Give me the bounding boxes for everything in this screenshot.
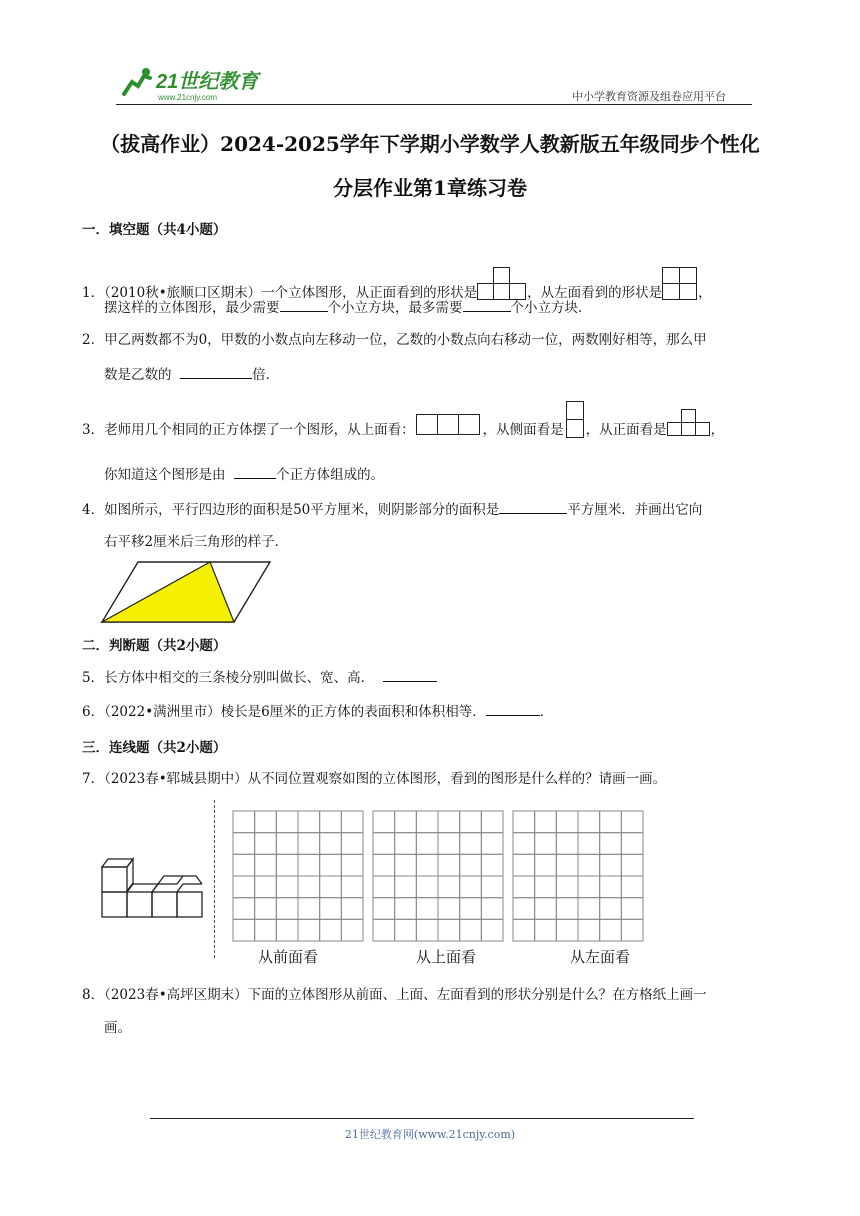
q7-caption-left: 从左面看 xyxy=(570,948,631,966)
question-2-line1: 2．甲乙两数都不为0，甲数的小数点向左移动一位，乙数的小数点向右移动一位，两数刚好相等，那么甲 xyxy=(82,332,707,348)
grid-cell[interactable] xyxy=(535,833,557,855)
grid-cell[interactable] xyxy=(233,876,255,898)
grid-cell[interactable] xyxy=(621,811,643,833)
grid-cell[interactable] xyxy=(460,854,482,876)
question-6 xyxy=(82,701,553,721)
grid-cell[interactable] xyxy=(320,876,342,898)
grid-cell[interactable] xyxy=(513,919,535,941)
grid-cell[interactable] xyxy=(255,876,277,898)
section-heading-match: 三．连线题（共2小题） xyxy=(82,740,227,756)
grid-cell[interactable] xyxy=(621,898,643,920)
grid-cell[interactable] xyxy=(233,833,255,855)
q7-dashed-divider xyxy=(214,800,215,958)
grid-cell[interactable] xyxy=(578,876,600,898)
grid-cell[interactable] xyxy=(513,854,535,876)
grid-cell[interactable] xyxy=(395,811,417,833)
grid-cell[interactable] xyxy=(276,898,298,920)
grid-cell[interactable] xyxy=(276,876,298,898)
grid-cell[interactable] xyxy=(416,811,438,833)
q2-answer-blank[interactable] xyxy=(180,364,252,379)
grid-cell[interactable] xyxy=(341,811,363,833)
grid-cell[interactable] xyxy=(535,919,557,941)
grid-cell[interactable] xyxy=(320,854,342,876)
q5-text: 5．长方体中相交的三条棱分别叫做长、宽、高． xyxy=(82,670,375,686)
footer-text: 21世纪教育网(www.21cnjy.com) xyxy=(344,1128,516,1141)
question-8-line2: 画。 xyxy=(104,1020,131,1036)
grid-cell[interactable] xyxy=(395,876,417,898)
q3-top-view-figure xyxy=(415,412,483,438)
grid-cell[interactable] xyxy=(320,811,342,833)
q6-text-end: ． xyxy=(539,704,554,720)
grid-cell[interactable] xyxy=(416,833,438,855)
grid-cell[interactable] xyxy=(395,854,417,876)
grid-cell[interactable] xyxy=(416,898,438,920)
logo-runner-icon xyxy=(116,64,266,104)
grid-cell[interactable] xyxy=(460,811,482,833)
question-3-line1 xyxy=(82,400,724,440)
section-heading-judge: 二．判断题（共2小题） xyxy=(82,638,227,654)
grid-cell[interactable] xyxy=(513,811,535,833)
grid-cell[interactable] xyxy=(373,919,395,941)
q1-answer-blank-max[interactable] xyxy=(463,297,511,312)
question-1-line2 xyxy=(104,297,592,317)
grid-cell[interactable] xyxy=(438,833,460,855)
grid-cell[interactable] xyxy=(341,833,363,855)
section-heading-fill: 一．填空题（共4小题） xyxy=(82,222,227,238)
q7-caption-front: 从前面看 xyxy=(258,948,319,966)
grid-cell[interactable] xyxy=(416,854,438,876)
q3-text-b: ，从侧面看是 xyxy=(482,422,564,438)
grid-cell[interactable] xyxy=(255,919,277,941)
grid-cell[interactable] xyxy=(513,876,535,898)
q2-text-c: 倍． xyxy=(252,367,280,383)
header-divider xyxy=(116,104,752,105)
grid-cell[interactable] xyxy=(233,811,255,833)
grid-cell[interactable] xyxy=(395,833,417,855)
grid-cell[interactable] xyxy=(578,811,600,833)
grid-cell[interactable] xyxy=(438,876,460,898)
grid-cell[interactable] xyxy=(438,811,460,833)
q3-answer-blank[interactable] xyxy=(234,464,276,479)
q6-answer-blank[interactable] xyxy=(486,701,540,716)
grid-cell[interactable] xyxy=(233,898,255,920)
grid-cell[interactable] xyxy=(255,811,277,833)
logo xyxy=(116,64,266,104)
grid-cell[interactable] xyxy=(578,833,600,855)
q1-front-view-figure xyxy=(477,265,527,301)
grid-cell[interactable] xyxy=(513,898,535,920)
grid-cell[interactable] xyxy=(276,833,298,855)
grid-cell[interactable] xyxy=(298,854,320,876)
grid-cell[interactable] xyxy=(320,898,342,920)
grid-cell[interactable] xyxy=(298,833,320,855)
grid-cell[interactable] xyxy=(481,919,503,941)
grid-cell[interactable] xyxy=(320,833,342,855)
q1-text-c: ， xyxy=(698,285,712,301)
grid-cell[interactable] xyxy=(556,898,578,920)
grid-cell[interactable] xyxy=(416,919,438,941)
q1-answer-blank-min[interactable] xyxy=(280,297,328,312)
q3-text-e: 你知道这个图形是由 xyxy=(104,467,226,483)
grid-cell[interactable] xyxy=(556,876,578,898)
q3-text-f: 个正方体组成的。 xyxy=(276,467,385,483)
q1-left-view-figure xyxy=(662,265,698,301)
grid-cell[interactable] xyxy=(535,876,557,898)
grid-cell[interactable] xyxy=(481,854,503,876)
grid-cell[interactable] xyxy=(481,833,503,855)
grid-cell[interactable] xyxy=(438,854,460,876)
grid-cell[interactable] xyxy=(513,833,535,855)
grid-cell[interactable] xyxy=(578,919,600,941)
q3-front-view-figure xyxy=(667,408,711,438)
grid-cell[interactable] xyxy=(255,898,277,920)
grid-cell[interactable] xyxy=(233,919,255,941)
grid-cell[interactable] xyxy=(600,811,622,833)
grid-cell[interactable] xyxy=(298,811,320,833)
q4-shaded-triangle xyxy=(102,562,234,622)
grid-cell[interactable] xyxy=(535,898,557,920)
q7-grid-top[interactable] xyxy=(372,810,504,942)
grid-cell[interactable] xyxy=(276,811,298,833)
grid-cell[interactable] xyxy=(373,854,395,876)
grid-cell[interactable] xyxy=(556,833,578,855)
grid-cell[interactable] xyxy=(621,854,643,876)
q7-solid-figure xyxy=(100,855,204,919)
grid-cell[interactable] xyxy=(255,833,277,855)
q1-text-a: 1．（2010秋•旅顺口区期末）一个立体图形，从正面看到的形状是 xyxy=(82,285,478,301)
grid-cell[interactable] xyxy=(621,833,643,855)
footer-divider xyxy=(150,1118,694,1119)
grid-cell[interactable] xyxy=(600,876,622,898)
q2-text-b: 数是乙数的 xyxy=(104,367,172,383)
q4-text-a: 4．如图所示，平行四边形的面积是50平方厘米，则阴影部分的面积是 xyxy=(82,502,500,518)
grid-cell[interactable] xyxy=(395,898,417,920)
grid-cell[interactable] xyxy=(395,919,417,941)
q4-parallelogram-figure xyxy=(100,560,272,626)
grid-cell[interactable] xyxy=(373,811,395,833)
q1-text-b: ，从左面看到的形状是 xyxy=(527,285,663,301)
grid-cell[interactable] xyxy=(341,898,363,920)
grid-cell[interactable] xyxy=(460,919,482,941)
grid-cell[interactable] xyxy=(320,919,342,941)
grid-cell[interactable] xyxy=(578,898,600,920)
question-8-line1: 8．（2023春•高坪区期末）下面的立体图形从前面、上面、左面看到的形状分别是什么？在方格纸上画一 xyxy=(82,987,707,1003)
question-3-line2 xyxy=(104,464,384,484)
q3-text-d: ， xyxy=(710,422,725,438)
q7-caption-top: 从上面看 xyxy=(416,948,477,966)
grid-cell[interactable] xyxy=(600,854,622,876)
q3-text-c: ，从正面看是 xyxy=(585,422,667,438)
grid-cell[interactable] xyxy=(276,854,298,876)
grid-cell[interactable] xyxy=(373,898,395,920)
q3-text-a: 3．老师用几个相同的正方体摆了一个图形，从上面看： xyxy=(82,422,415,438)
question-4-line2: 右平移2厘米后三角形的样子． xyxy=(104,534,289,550)
question-2-line2 xyxy=(104,364,279,384)
grid-cell[interactable] xyxy=(621,919,643,941)
grid-cell[interactable] xyxy=(535,854,557,876)
grid-cell[interactable] xyxy=(298,876,320,898)
grid-cell[interactable] xyxy=(373,833,395,855)
grid-cell[interactable] xyxy=(341,919,363,941)
q1-text-d: 摆这样的立体图形，最少需要 xyxy=(104,300,280,316)
grid-cell[interactable] xyxy=(556,919,578,941)
q6-text: 6．（2022•满洲里市）棱长是6厘米的正方体的表面积和体积相等． xyxy=(82,704,486,720)
grid-cell[interactable] xyxy=(341,876,363,898)
question-4-line1 xyxy=(82,499,702,519)
grid-cell[interactable] xyxy=(438,898,460,920)
grid-cell[interactable] xyxy=(341,854,363,876)
page-title-line2: 分层作业第1章练习卷 xyxy=(333,176,527,200)
grid-cell[interactable] xyxy=(298,919,320,941)
q1-text-f: 个小立方块． xyxy=(510,300,592,316)
q5-answer-blank[interactable] xyxy=(383,667,437,682)
logo-url: www.21cnjy.com xyxy=(158,93,217,102)
q4-answer-blank[interactable] xyxy=(499,499,567,514)
question-5 xyxy=(82,667,437,687)
grid-cell[interactable] xyxy=(373,876,395,898)
grid-cell[interactable] xyxy=(578,854,600,876)
grid-cell[interactable] xyxy=(460,876,482,898)
grid-cell[interactable] xyxy=(416,876,438,898)
grid-cell[interactable] xyxy=(481,898,503,920)
grid-cell[interactable] xyxy=(621,876,643,898)
q3-side-view-figure xyxy=(564,400,586,440)
grid-cell[interactable] xyxy=(460,898,482,920)
grid-cell[interactable] xyxy=(255,854,277,876)
question-7: 7．（2023春•郓城县期中）从不同位置观察如图的立体图形，看到的图形是什么样的？请画一画。 xyxy=(82,771,667,787)
grid-cell[interactable] xyxy=(481,811,503,833)
grid-cell[interactable] xyxy=(535,811,557,833)
grid-cell[interactable] xyxy=(276,919,298,941)
grid-cell[interactable] xyxy=(233,854,255,876)
grid-cell[interactable] xyxy=(460,833,482,855)
grid-cell[interactable] xyxy=(298,898,320,920)
q7-grid-front[interactable] xyxy=(232,810,364,942)
q4-text-b: 平方厘米．并画出它向 xyxy=(567,502,703,518)
grid-cell[interactable] xyxy=(600,919,622,941)
q1-text-e: 个小立方块，最多需要 xyxy=(327,300,463,316)
grid-cell[interactable] xyxy=(600,898,622,920)
grid-cell[interactable] xyxy=(556,811,578,833)
grid-cell[interactable] xyxy=(438,919,460,941)
header-platform-text: 中小学教育资源及组卷应用平台 xyxy=(572,90,726,103)
grid-cell[interactable] xyxy=(600,833,622,855)
q7-grid-left[interactable] xyxy=(512,810,644,942)
logo-text: 21世纪教育 xyxy=(156,71,259,93)
grid-cell[interactable] xyxy=(481,876,503,898)
grid-cell[interactable] xyxy=(556,854,578,876)
page-title-line1: （拔高作业）2024-2025学年下学期小学数学人教新版五年级同步个性化 xyxy=(100,132,760,156)
